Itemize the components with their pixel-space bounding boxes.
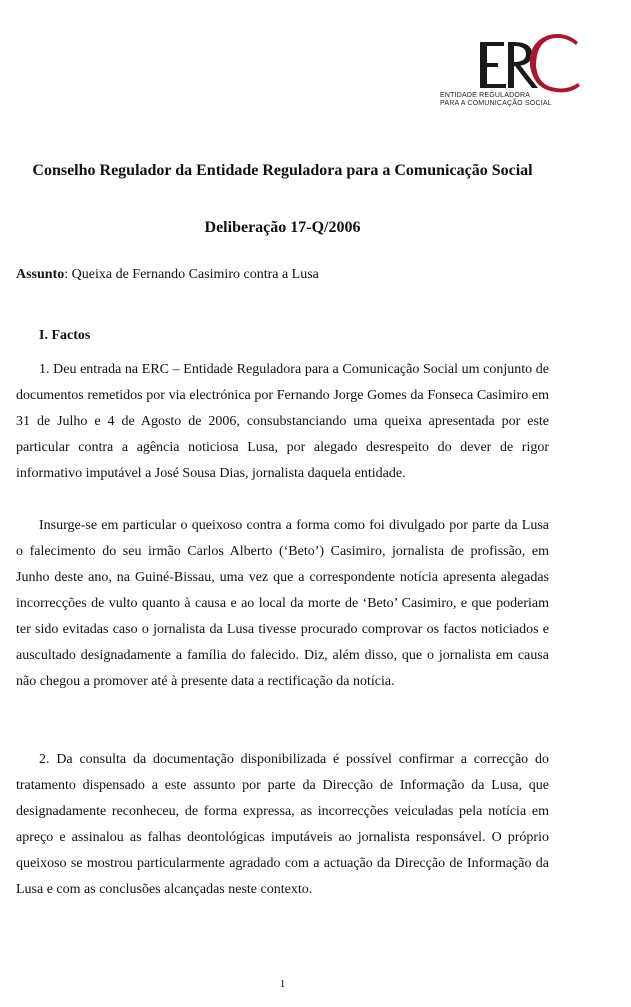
- logo-subtitle: [440, 92, 552, 107]
- subject-label: Assunto: [16, 267, 65, 282]
- section-heading: I. Factos: [39, 328, 91, 343]
- deliberation-title: Deliberação 17-Q/2006: [204, 219, 361, 236]
- council-title: Conselho Regulador da Entidade Reguladora para a Comunicação Social: [32, 162, 533, 179]
- subject-text: : Queixa de Fernando Casimiro contra a Lusa: [64, 267, 319, 282]
- paragraph-2: Insurge-se em particular o queixoso contra a forma como foi divulgado por parte da Lusa o falecimento do seu irmão Carlos Alberto (‘Beto’) Casimiro, jornalista de profissão, em Junho deste ano, na Guiné-Bissau, uma vez que a correspondente notícia apresenta alegadas incorrecções de vulto quanto à causa e ao local da morte de ‘Beto’ Casimiro, e que poderiam ter sido evitadas caso o jornalista da Lusa tivesse procurado comprovar os factos noticiados e auscultado designadamente a família do falecido. Diz, além disso, que o jornalista em causa não chegou a promover até à presente data a rectificação da notícia.: [16, 518, 549, 689]
- logo-line-2: PARA A COMUNICAÇÃO SOCIAL: [440, 99, 552, 107]
- subject-line: [16, 265, 319, 285]
- logo-line-1: ENTIDADE REGULADORA: [440, 92, 531, 99]
- erc-logo: [440, 28, 585, 110]
- erc-logo-icon: [476, 28, 584, 98]
- page-number: 1: [279, 978, 286, 990]
- paragraph-3: 2. Da consulta da documentação disponibilizada é possível confirmar a correcção do tratamento dispensado a este assunto por parte da Direcção de Informação da Lusa, que designadamente reconheceu, de forma expressa, as incorrecções veiculadas pela notícia em apreço e assinalou as falhas deontológicas imputáveis ao jornalista responsável. O próprio queixoso se mostrou particularmente agradado com a actuação da Direcção de Informação da Lusa e com as conclusões alcançadas neste contexto.: [16, 752, 549, 897]
- paragraph-1: 1. Deu entrada na ERC – Entidade Reguladora para a Comunicação Social um conjunto de documentos remetidos por via electrónica por Fernando Jorge Gomes da Fonseca Casimiro em 31 de Julho e 4 de Agosto de 2006, consubstanciando uma queixa apresentada por este particular contra a agência noticiosa Lusa, por alegado desrespeito do dever de rigor informativo imputável a José Sousa Dias, jornalista daquela entidade.: [16, 362, 549, 481]
